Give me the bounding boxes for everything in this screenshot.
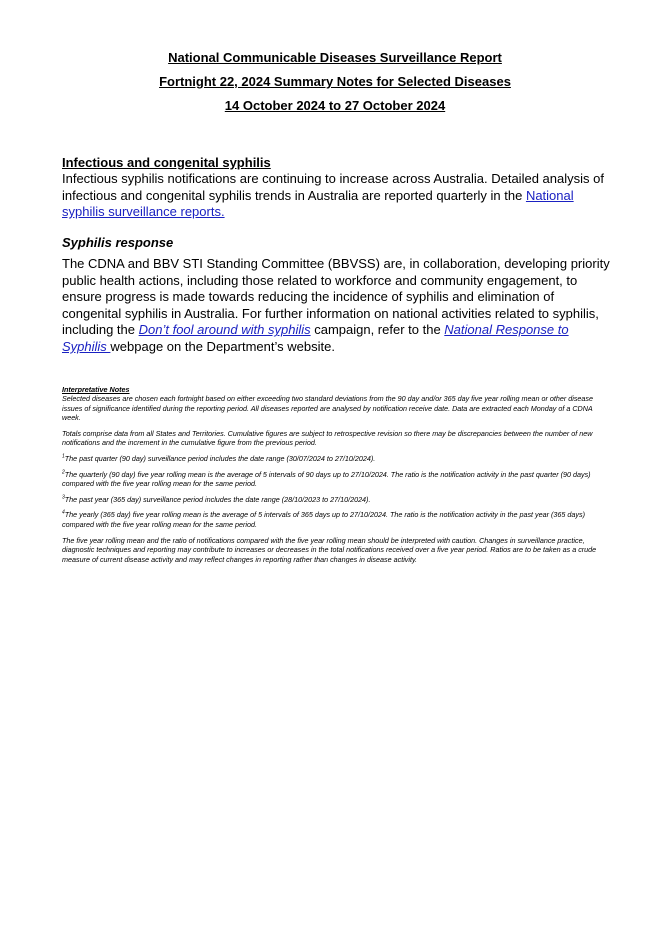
section-heading: Infectious and congenital syphilis: [62, 155, 271, 170]
notes-paragraph: Selected diseases are chosen each fortnight based on either exceeding two standard deviations from the 90 day and/or 365 day five year rolling mean or other disease issues of significance identified during the reporting period. All diseases reported are analysed by notification receive date. Data are extracted each Monday of a CDNA week.: [62, 394, 594, 423]
dont-fool-around-campaign-link[interactable]: Don’t fool around with syphilis: [138, 322, 311, 338]
body-text-segment: The CDNA and BBV STI Standing Committee (BBVSS) are, in collaboration, developing priority public health actions, including those related to workforce and community engagement, to ensure progress is made towards reducing the incidence of syphilis and elimination of congenital syphilis in Australia. For further information on national activities related to syphilis, including the: [62, 256, 610, 338]
footnote-marker: 2: [62, 469, 65, 476]
notes-heading: Interpretative Notes: [62, 385, 130, 394]
footnote-marker: 4: [62, 509, 65, 516]
footnote-marker: 3: [62, 494, 65, 501]
section-infectious-syphilis: [62, 155, 614, 221]
footnote-text: The past year (365 day) surveillance period includes the date range (28/10/2023 to 27/10/2024).: [64, 494, 371, 504]
section-subheading: Syphilis response: [62, 235, 174, 250]
notes-paragraph: The five year rolling mean and the ratio of notifications compared with the five year rolling mean should be interpreted with caution. Changes in surveillance practice, diagnostic techniques and reporting may contribute to increases or decreases in the total notifications received over a five year period. Ratios are to be taken as a crude measure of current disease activity and may reflect changes in reporting rather than changes in disease activity.: [62, 535, 597, 564]
footnote-marker: 1: [62, 453, 65, 460]
footnote-3: [62, 495, 610, 505]
footnote-1: [62, 454, 610, 464]
footnote-4: [62, 510, 610, 529]
footnote-text: The yearly (365 day) five year rolling mean is the average of 5 intervals of 365 days up to 27/10/2024. The ratio is the notification activity in the past year (365 days) compared with the five year rolling mean for the same period.: [62, 510, 585, 529]
notes-paragraph: Totals comprise data from all States and Territories. Cumulative figures are subject to retrospective revision so there may be discrepancies between the number of new notifications and the increment in the cumulative figure from the previous period.: [62, 428, 593, 448]
body-text-segment: campaign, refer to the: [310, 322, 445, 338]
section-syphilis-response: [62, 235, 614, 356]
report-title: National Communicable Diseases Surveillance Report: [168, 50, 502, 65]
national-response-to-syphilis-link[interactable]: National Response to Syphilis: [62, 322, 569, 354]
section-body: [62, 171, 614, 221]
footnote-2: [62, 470, 610, 489]
footnote-text: The quarterly (90 day) five year rolling mean is the average of 5 intervals of 90 days up to 27/10/2024. The ratio is the notification activity in the past quarter (90 days) compared with the five year rolling mean for the same period.: [62, 469, 591, 489]
section-body: [62, 256, 614, 356]
interpretative-notes: [62, 385, 610, 570]
footnote-text: The past quarter (90 day) surveillance period includes the date range (30/07/2024 to 27/10/2024).: [64, 453, 376, 463]
report-subtitle: Fortnight 22, 2024 Summary Notes for Selected Diseases: [159, 74, 511, 89]
body-text-segment: webpage on the Department’s website.: [110, 338, 335, 354]
report-header: [0, 46, 670, 118]
report-date-range: 14 October 2024 to 27 October 2024: [224, 98, 446, 113]
body-text-segment: Infectious syphilis notifications are continuing to increase across Australia. Detailed analysis of infectious and congenital syphilis trends in Australia are reported quarterly in the: [62, 171, 604, 203]
syphilis-surveillance-reports-link[interactable]: National syphilis surveillance reports.: [62, 187, 574, 220]
